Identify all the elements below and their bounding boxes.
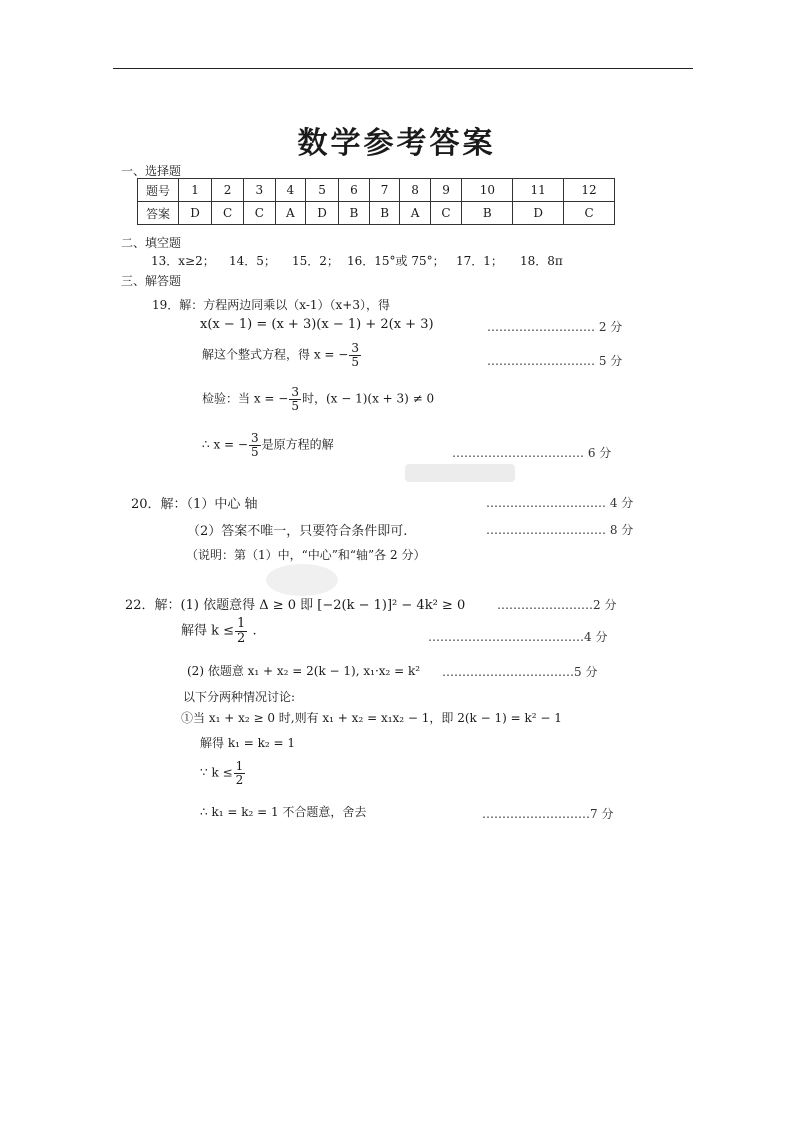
table-cell: A bbox=[275, 202, 305, 225]
table-cell: A bbox=[400, 202, 430, 225]
q19-check-condition: 时，(x − 1)(x + 3) ≠ 0 bbox=[301, 391, 435, 406]
fill-answer: 13．x≥2； bbox=[151, 254, 215, 268]
watermark-shape bbox=[405, 458, 525, 495]
table-cell: 6 bbox=[339, 179, 370, 202]
table-cell: D bbox=[513, 202, 564, 225]
q22-score-2: ……………………2 分 bbox=[497, 598, 617, 612]
numerator: 3 bbox=[351, 341, 359, 355]
q19-score-5: ……………………… 5 分 bbox=[487, 354, 623, 368]
q19-check-line bbox=[202, 386, 434, 412]
q22-line-6: 解得 k₁ = k₂ = 1 bbox=[200, 736, 295, 750]
q20-answer-2: （2）答案不唯一，只要符合条件即可. bbox=[187, 524, 408, 539]
fill-answer: 16．15°或 75°； bbox=[347, 254, 445, 268]
denominator: 5 bbox=[250, 444, 259, 459]
fraction bbox=[235, 617, 247, 645]
fraction bbox=[249, 432, 261, 458]
table-cell: D bbox=[305, 202, 338, 225]
q20-score-8: ………………………… 8 分 bbox=[486, 523, 634, 537]
q19-score-6: …………………………… 6 分 bbox=[452, 446, 612, 460]
table-cell: 11 bbox=[513, 179, 564, 202]
section-fill-heading: 二、填空题 bbox=[121, 236, 182, 250]
table-header-cell: 题号 bbox=[138, 179, 179, 202]
numerator: 3 bbox=[291, 385, 299, 399]
answer-table bbox=[137, 178, 615, 225]
table-cell: C bbox=[243, 202, 275, 225]
q22-score-4: …………………………………4 分 bbox=[428, 630, 608, 644]
table-cell: 2 bbox=[212, 179, 244, 202]
q22-line-2 bbox=[181, 617, 257, 645]
q19-solution-text: 解这个整式方程，得 x = − bbox=[202, 347, 349, 362]
section-choice-heading: 一、选择题 bbox=[121, 164, 182, 178]
denominator: 2 bbox=[235, 772, 244, 787]
q22-line-7 bbox=[200, 760, 246, 786]
denominator: 2 bbox=[237, 630, 246, 646]
fill-answer: 15．2； bbox=[292, 254, 339, 268]
q19-check-text: 检验：当 x = − bbox=[202, 391, 289, 406]
q19-intro: 19．解：方程两边同乘以（x-1）（x+3），得 bbox=[152, 298, 390, 312]
denominator: 5 bbox=[291, 398, 299, 413]
denominator: 5 bbox=[351, 354, 359, 369]
q22-line-5: ①当 x₁ + x₂ ≥ 0 时,则有 x₁ + x₂ = x₁x₂ − 1，即 2(k − 1) = k² − 1 bbox=[181, 711, 562, 725]
table-cell: 10 bbox=[462, 179, 513, 202]
q22-because-prefix: ∵ k ≤ bbox=[200, 765, 233, 780]
numerator: 1 bbox=[235, 759, 244, 773]
table-header-cell: 答案 bbox=[138, 202, 179, 225]
q22-score-5: ……………………………5 分 bbox=[442, 665, 598, 679]
fraction bbox=[289, 386, 301, 412]
q22-line-8: ∴ k₁ = k₂ = 1 不合题意，舍去 bbox=[200, 805, 367, 819]
q20-score-4: ………………………… 4 分 bbox=[486, 496, 634, 510]
q20-note: （说明：第（1）中，“中心”和“轴”各 2 分） bbox=[186, 548, 426, 562]
table-cell: C bbox=[430, 202, 462, 225]
q19-conclusion-line bbox=[202, 432, 334, 458]
section-solve-heading: 三、解答题 bbox=[121, 274, 182, 288]
table-cell: B bbox=[462, 202, 513, 225]
q22-line-4: 以下分两种情况讨论: bbox=[183, 690, 296, 704]
numerator: 3 bbox=[250, 431, 259, 445]
table-cell: B bbox=[339, 202, 370, 225]
table-cell: 1 bbox=[179, 179, 212, 202]
header-rule bbox=[113, 68, 693, 69]
table-cell: 3 bbox=[243, 179, 275, 202]
page-title: 数学参考答案 bbox=[297, 126, 496, 161]
table-cell: 9 bbox=[430, 179, 462, 202]
q19-conclusion-text: 是原方程的解 bbox=[261, 437, 334, 452]
q22-line-1: 22．解：(1) 依题意得 Δ ≥ 0 即 [−2(k − 1)]² − 4k² ≥ 0 bbox=[125, 598, 466, 613]
q19-equation: x(x − 1) = (x + 3)(x − 1) + 2(x + 3) bbox=[200, 317, 434, 332]
table-cell: 8 bbox=[400, 179, 430, 202]
table-row bbox=[138, 179, 615, 202]
table-row bbox=[138, 202, 615, 225]
table-cell: 5 bbox=[305, 179, 338, 202]
fraction bbox=[234, 760, 246, 786]
table-cell: 12 bbox=[564, 179, 615, 202]
q22-solve-prefix: 解得 k ≤ bbox=[181, 623, 235, 639]
table-cell: 4 bbox=[275, 179, 305, 202]
fraction bbox=[349, 342, 361, 368]
table-cell: C bbox=[564, 202, 615, 225]
fill-answer: 14．5； bbox=[229, 254, 276, 268]
q22-solve-end: . bbox=[248, 623, 257, 639]
table-cell: C bbox=[212, 202, 244, 225]
q19-solution-line bbox=[202, 342, 362, 368]
q19-score-2: ……………………… 2 分 bbox=[487, 320, 623, 334]
q22-score-7: ………………………7 分 bbox=[482, 807, 614, 821]
numerator: 1 bbox=[237, 616, 246, 631]
table-cell: 7 bbox=[369, 179, 400, 202]
fill-answer: 18．8π bbox=[520, 254, 563, 268]
table-cell: B bbox=[369, 202, 400, 225]
q20-answer-1: 20．解：（1）中心 轴 bbox=[131, 497, 258, 512]
fill-answer: 17．1； bbox=[456, 254, 503, 268]
q22-line-3: (2) 依题意 x₁ + x₂ = 2(k − 1), x₁·x₂ = k² bbox=[187, 664, 421, 678]
table-cell: D bbox=[179, 202, 212, 225]
q19-conclusion-prefix: ∴ x = − bbox=[202, 437, 248, 452]
